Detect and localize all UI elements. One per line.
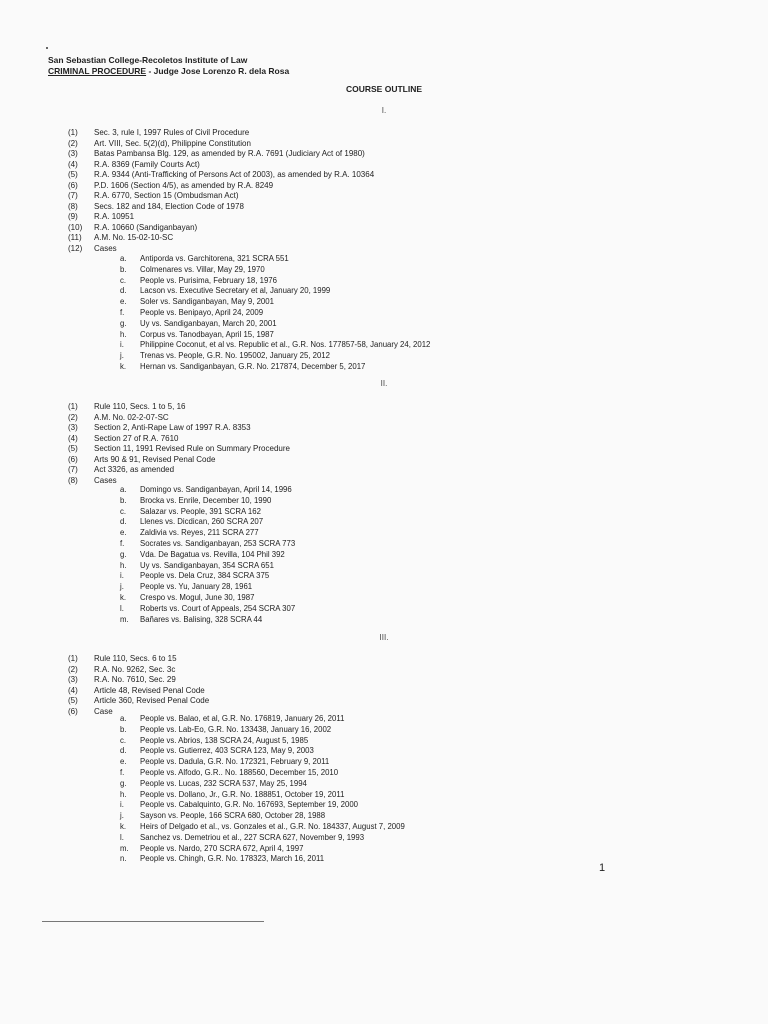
case-item xyxy=(120,790,405,801)
case-item xyxy=(120,330,430,341)
case-letter: e. xyxy=(120,528,127,538)
case-text: People vs. Cabalquinto, G.R. No. 167693, September 19, 2000 xyxy=(140,800,359,810)
case-item xyxy=(120,550,295,561)
case-text: Zaldivia vs. Reyes, 211 SCRA 277 xyxy=(140,528,259,538)
outline-item-number: (1) xyxy=(68,128,78,137)
case-letter: h. xyxy=(120,329,127,339)
case-letter: i. xyxy=(120,800,124,810)
outline-item-text: Section 11, 1991 Revised Rule on Summary Procedure xyxy=(94,444,290,453)
outline-item-number: (7) xyxy=(68,191,78,200)
outline-item xyxy=(68,455,290,466)
case-letter: k. xyxy=(120,821,127,831)
case-text: Hernan vs. Sandiganbayan, G.R. No. 217874, December 5, 2017 xyxy=(140,361,366,371)
case-item xyxy=(120,340,430,351)
case-letter: j. xyxy=(120,582,124,592)
outline-item xyxy=(68,181,374,192)
case-letter: g. xyxy=(120,318,127,328)
case-text: People vs. Gutierrez, 403 SCRA 123, May 9, 2003 xyxy=(140,746,314,756)
outline-item-number: (11) xyxy=(68,233,82,242)
outline-item-text: R.A. 10660 (Sandiganbayan) xyxy=(94,222,198,232)
outline-item xyxy=(68,139,374,150)
case-letter: d. xyxy=(120,286,127,296)
outline-item-text: Section 2, Anti-Rape Law of 1997 R.A. 8353 xyxy=(94,423,251,432)
case-letter: e. xyxy=(120,757,127,767)
outline-item-number: (6) xyxy=(68,454,78,464)
outline-item-number: (2) xyxy=(68,138,78,148)
outline-item-text: Arts 90 & 91, Revised Penal Code xyxy=(94,454,216,464)
case-text: Bañares vs. Balising, 328 SCRA 44 xyxy=(140,614,263,624)
case-text: Trenas vs. People, G.R. No. 195002, January 25, 2012 xyxy=(140,351,330,361)
outline-item-number: (6) xyxy=(68,180,78,190)
outline-item xyxy=(68,434,290,445)
outline-item-text: Rule 110, Secs. 6 to 15 xyxy=(94,654,177,663)
case-item xyxy=(120,736,405,747)
page-title: COURSE OUTLINE xyxy=(345,84,423,94)
outline-item-text: R.A. 9344 (Anti-Trafficking of Persons Act of 2003), as amended by R.A. 10364 xyxy=(94,170,375,179)
outline-item-number: (2) xyxy=(68,664,78,674)
outline-item-number: (5) xyxy=(68,170,78,179)
case-item xyxy=(120,485,295,496)
case-item xyxy=(120,800,405,811)
section-1-items xyxy=(68,128,374,254)
case-letter: m. xyxy=(120,614,129,624)
case-letter: f. xyxy=(120,767,125,777)
outline-item xyxy=(68,191,374,202)
case-text: Colmenares vs. Villar, May 29, 1970 xyxy=(140,264,265,274)
case-item xyxy=(120,615,295,626)
case-text: Soler vs. Sandiganbayan, May 9, 2001 xyxy=(140,297,274,307)
outline-item-number: (5) xyxy=(68,444,78,453)
outline-item xyxy=(68,686,209,697)
case-item xyxy=(120,297,430,308)
outline-item-number: (5) xyxy=(68,696,78,705)
outline-item-text: A.M. No. 02-2-07-SC xyxy=(94,412,169,422)
outline-item xyxy=(68,149,374,160)
case-text: Antiporda vs. Garchitorena, 321 SCRA 551 xyxy=(140,254,289,263)
outline-item-text: Cases xyxy=(94,243,117,253)
case-letter: i. xyxy=(120,340,124,350)
outline-item-number: (4) xyxy=(68,159,78,169)
section-2-cases xyxy=(120,485,295,625)
section-2-items xyxy=(68,402,290,486)
section-3-cases xyxy=(120,714,405,865)
case-text: People vs. Abrios, 138 SCRA 24, August 5, 1985 xyxy=(140,735,309,745)
case-item xyxy=(120,276,430,287)
case-letter: h. xyxy=(120,560,127,570)
case-text: Lacson vs. Executive Secretary et al, January 20, 1999 xyxy=(140,286,331,296)
outline-item-number: (7) xyxy=(68,465,78,474)
case-item xyxy=(120,539,295,550)
outline-item-text: Case xyxy=(94,706,113,716)
case-letter: k. xyxy=(120,592,127,602)
instructor-name: - Judge Jose Lorenzo R. dela Rosa xyxy=(146,66,290,76)
case-item xyxy=(120,844,405,855)
case-text: Vda. De Bagatua vs. Revilla, 104 Phil 392 xyxy=(140,549,285,559)
case-text: Heirs of Delgado et al., vs. Gonzales et al., G.R. No. 184337, August 7, 2009 xyxy=(140,821,405,831)
outline-item-number: (9) xyxy=(68,212,78,221)
page-number: 1 xyxy=(599,862,606,874)
outline-item xyxy=(68,665,209,676)
case-item xyxy=(120,517,295,528)
outline-item-text: Sec. 3, rule I, 1997 Rules of Civil Procedure xyxy=(94,128,250,137)
case-letter: c. xyxy=(120,506,127,516)
case-text: People vs. Lucas, 232 SCRA 537, May 25, 1994 xyxy=(140,778,307,788)
scan-speck xyxy=(46,47,48,49)
case-letter: j. xyxy=(120,811,124,821)
case-text: Domingo vs. Sandiganbayan, April 14, 1996 xyxy=(140,485,292,494)
outline-item-text: R.A. 10951 xyxy=(94,212,135,221)
case-text: People vs. Dollano, Jr., G.R. No. 188851, October 19, 2011 xyxy=(140,789,345,799)
case-letter: g. xyxy=(120,549,127,559)
outline-item-number: (6) xyxy=(68,706,78,716)
case-letter: b. xyxy=(120,264,127,274)
outline-item-text: Cases xyxy=(94,475,117,485)
case-item xyxy=(120,362,430,373)
outline-item xyxy=(68,233,374,244)
case-text: Sanchez vs. Demetriou et al., 227 SCRA 627, November 9, 1993 xyxy=(140,832,365,842)
case-letter: g. xyxy=(120,778,127,788)
case-letter: m. xyxy=(120,843,129,853)
outline-item xyxy=(68,170,374,181)
section-1-cases xyxy=(120,254,430,373)
outline-item xyxy=(68,654,209,665)
outline-item xyxy=(68,413,290,424)
outline-item-text: R.A. 6770, Section 15 (Ombudsman Act) xyxy=(94,191,239,200)
case-letter: c. xyxy=(120,275,127,285)
case-letter: c. xyxy=(120,735,127,745)
document-header xyxy=(48,55,289,77)
course-title: CRIMINAL PROCEDURE xyxy=(48,66,147,76)
outline-item xyxy=(68,244,374,255)
case-text: People vs. Balao, et al, G.R. No. 176819, January 26, 2011 xyxy=(140,714,345,723)
outline-item-text: R.A. No. 9262, Sec. 3c xyxy=(94,664,176,674)
section-heading-3: III. xyxy=(379,633,389,642)
case-item xyxy=(120,725,405,736)
case-item xyxy=(120,593,295,604)
outline-item xyxy=(68,444,290,455)
case-letter: f. xyxy=(120,538,125,548)
case-letter: i. xyxy=(120,571,124,581)
case-item xyxy=(120,811,405,822)
outline-item-number: (4) xyxy=(68,685,78,695)
case-text: Corpus vs. Tanodbayan, April 15, 1987 xyxy=(140,329,274,339)
outline-item xyxy=(68,465,290,476)
section-heading-1: I. xyxy=(381,106,387,115)
outline-item xyxy=(68,696,209,707)
outline-item-number: (1) xyxy=(68,654,78,663)
outline-item xyxy=(68,212,374,223)
case-item xyxy=(120,822,405,833)
case-text: Philippine Coconut, et al vs. Republic et al., G.R. Nos. 177857-58, January 24, 2012 xyxy=(140,340,431,350)
case-letter: j. xyxy=(120,351,124,361)
case-item xyxy=(120,319,430,330)
case-text: Crespo vs. Mogul, June 30, 1987 xyxy=(140,592,255,602)
case-item xyxy=(120,528,295,539)
section-3-items xyxy=(68,654,209,717)
case-item xyxy=(120,571,295,582)
case-text: People vs. Purisima, February 18, 1976 xyxy=(140,275,277,285)
outline-item xyxy=(68,402,290,413)
case-letter: n. xyxy=(120,854,127,864)
case-item xyxy=(120,746,405,757)
outline-item-text: Secs. 182 and 184, Election Code of 1978 xyxy=(94,201,244,211)
case-text: People vs. Nardo, 270 SCRA 672, April 4, 1997 xyxy=(140,843,304,853)
outline-item-text: R.A. 8369 (Family Courts Act) xyxy=(94,159,200,169)
outline-item-text: Article 48, Revised Penal Code xyxy=(94,685,205,695)
case-letter: e. xyxy=(120,297,127,307)
case-letter: a. xyxy=(120,485,127,494)
outline-item-text: Art. VIII, Sec. 5(2)(d), Philippine Constitution xyxy=(94,138,251,148)
outline-item xyxy=(68,160,374,171)
case-letter: a. xyxy=(120,714,127,723)
outline-item-text: Act 3326, as amended xyxy=(94,465,175,474)
outline-item xyxy=(68,675,209,686)
case-letter: f. xyxy=(120,307,125,317)
case-item xyxy=(120,779,405,790)
outline-item xyxy=(68,223,374,234)
outline-item-text: Section 27 of R.A. 7610 xyxy=(94,433,179,443)
case-item xyxy=(120,757,405,768)
case-item xyxy=(120,604,295,615)
outline-item-number: (3) xyxy=(68,423,78,432)
case-text: People vs. Lab-Eo, G.R. No. 133438, January 16, 2002 xyxy=(140,724,332,734)
case-letter: k. xyxy=(120,361,127,371)
case-item xyxy=(120,254,430,265)
case-item xyxy=(120,286,430,297)
case-text: Uy vs. Sandiganbayan, 354 SCRA 651 xyxy=(140,560,274,570)
case-item xyxy=(120,507,295,518)
case-text: People vs. Benipayo, April 24, 2009 xyxy=(140,307,264,317)
case-text: Roberts vs. Court of Appeals, 254 SCRA 307 xyxy=(140,603,296,613)
course-line xyxy=(48,66,289,77)
case-text: People vs. Yu, January 28, 1961 xyxy=(140,582,253,592)
outline-item xyxy=(68,202,374,213)
case-item xyxy=(120,768,405,779)
case-text: Uy vs. Sandiganbayan, March 20, 2001 xyxy=(140,318,277,328)
case-text: People vs. Dadula, G.R. No. 172321, February 9, 2011 xyxy=(140,757,330,767)
case-letter: h. xyxy=(120,789,127,799)
case-text: Llenes vs. Dicdican, 260 SCRA 207 xyxy=(140,517,264,527)
outline-item-text: Article 360, Revised Penal Code xyxy=(94,696,210,705)
case-letter: a. xyxy=(120,254,127,263)
case-item xyxy=(120,854,405,865)
case-item xyxy=(120,582,295,593)
outline-item-number: (3) xyxy=(68,149,78,158)
footer-rule xyxy=(42,921,264,922)
case-item xyxy=(120,265,430,276)
case-letter: l. xyxy=(120,603,124,613)
case-text: Brocka vs. Enrile, December 10, 1990 xyxy=(140,495,272,505)
outline-item-text: Batas Pambansa Blg. 129, as amended by R.A. 7691 (Judiciary Act of 1980) xyxy=(94,149,365,158)
case-item xyxy=(120,714,405,725)
outline-item-number: (2) xyxy=(68,412,78,422)
outline-item-number: (8) xyxy=(68,201,78,211)
case-text: People vs. Alfodo, G.R.. No. 188560, December 15, 2010 xyxy=(140,767,339,777)
outline-item-number: (1) xyxy=(68,402,78,411)
case-text: People vs. Dela Cruz, 384 SCRA 375 xyxy=(140,571,270,581)
outline-item-text: Rule 110, Secs. 1 to 5, 16 xyxy=(94,402,186,411)
section-heading-2: II. xyxy=(380,379,388,388)
case-letter: b. xyxy=(120,495,127,505)
case-letter: b. xyxy=(120,724,127,734)
case-item xyxy=(120,561,295,572)
outline-item-number: (12) xyxy=(68,243,83,253)
case-item xyxy=(120,308,430,319)
outline-item-text: P.D. 1606 (Section 4/5), as amended by R.A. 8249 xyxy=(94,180,274,190)
outline-item-number: (8) xyxy=(68,475,78,485)
case-letter: d. xyxy=(120,746,127,756)
institution-name: San Sebastian College-Recoletos Institute of Law xyxy=(48,55,248,65)
case-text: Socrates vs. Sandiganbayan, 253 SCRA 773 xyxy=(140,538,296,548)
outline-item-text: A.M. No. 15-02-10-SC xyxy=(94,233,174,242)
case-text: Sayson vs. People, 166 SCRA 680, October 28, 1988 xyxy=(140,811,326,821)
case-text: Salazar vs. People, 391 SCRA 162 xyxy=(140,506,261,516)
case-item xyxy=(120,351,430,362)
outline-item-number: (4) xyxy=(68,433,78,443)
case-item xyxy=(120,496,295,507)
outline-item xyxy=(68,128,374,139)
outline-item-number: (10) xyxy=(68,222,83,232)
outline-item xyxy=(68,423,290,434)
case-item xyxy=(120,833,405,844)
case-letter: l. xyxy=(120,832,124,842)
outline-item-text: R.A. No. 7610, Sec. 29 xyxy=(94,675,176,684)
case-text: People vs. Chingh, G.R. No. 178323, March 16, 2011 xyxy=(140,854,325,864)
outline-item-number: (3) xyxy=(68,675,78,684)
case-letter: d. xyxy=(120,517,127,527)
